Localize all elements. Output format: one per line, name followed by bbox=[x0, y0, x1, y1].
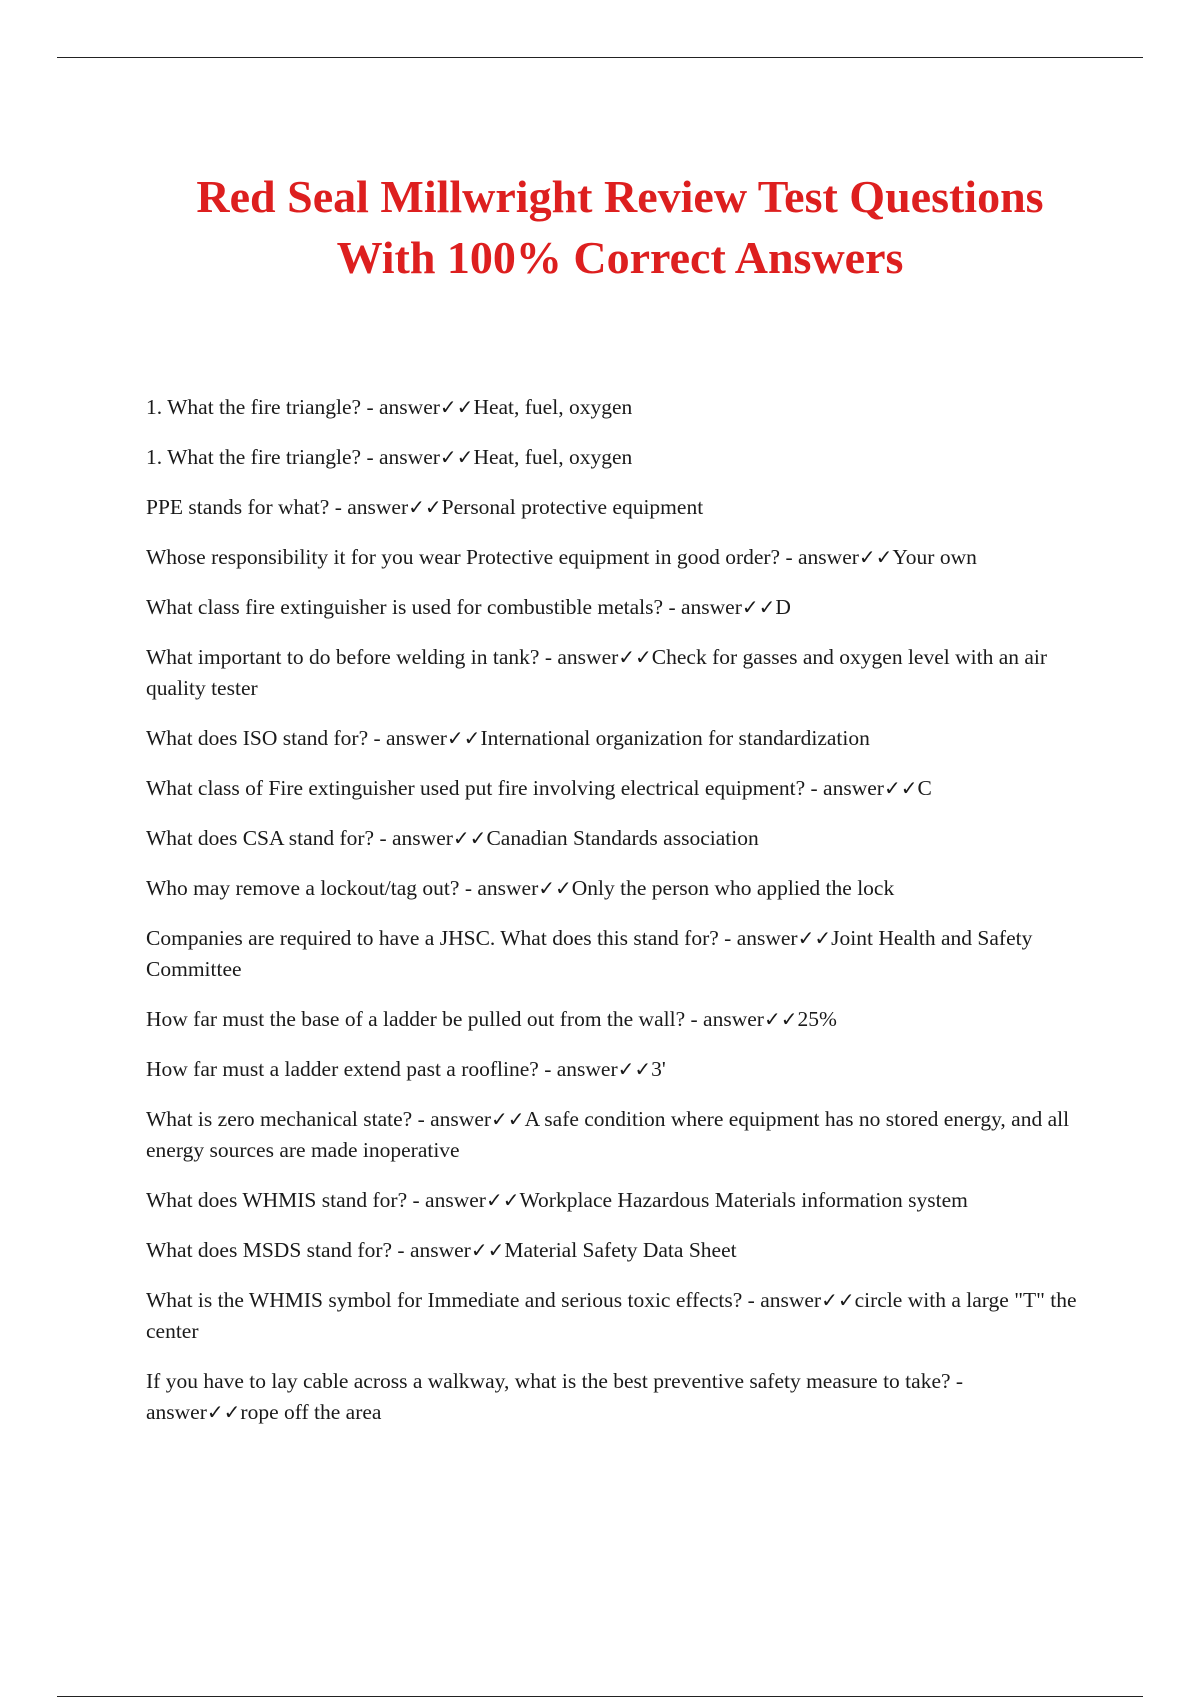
answer-label: - answer bbox=[368, 726, 447, 750]
answer-text: 25% bbox=[797, 1007, 837, 1031]
answer-text: D bbox=[775, 595, 791, 619]
double-check-icon: ✓✓ bbox=[883, 776, 918, 800]
list-item bbox=[146, 1366, 1096, 1428]
double-check-icon: ✓✓ bbox=[617, 1057, 652, 1081]
list-item bbox=[146, 723, 1096, 754]
double-check-icon: ✓✓ bbox=[858, 545, 893, 569]
answer-label: - answer bbox=[412, 1107, 492, 1131]
answer-label: - answer bbox=[805, 776, 884, 800]
list-item bbox=[146, 823, 1096, 854]
question-text: What important to do before welding in tank? bbox=[146, 645, 540, 669]
list-item bbox=[146, 1004, 1096, 1035]
answer-label: - answer bbox=[539, 645, 619, 669]
question-text: What is the WHMIS symbol for Immediate and serious toxic effects? bbox=[146, 1288, 743, 1312]
answer-text: circle with a large "T" the center bbox=[146, 1288, 1077, 1343]
answer-label: - answer bbox=[538, 1057, 618, 1081]
list-item bbox=[146, 592, 1096, 623]
answer-label: - answer bbox=[718, 926, 798, 950]
question-text: What does MSDS stand for? bbox=[146, 1238, 393, 1262]
question-answer-list bbox=[146, 392, 1096, 1447]
answer-text: Check for gasses and oxygen level with an air quality tester bbox=[146, 645, 1048, 700]
double-check-icon: ✓✓ bbox=[408, 495, 442, 519]
double-check-icon: ✓✓ bbox=[821, 1288, 855, 1312]
list-item bbox=[146, 773, 1096, 804]
double-check-icon: ✓✓ bbox=[763, 1007, 798, 1031]
question-text: How far must a ladder extend past a roofline? bbox=[146, 1057, 539, 1081]
top-divider bbox=[57, 57, 1143, 58]
answer-text: Only the person who applied the lock bbox=[571, 876, 895, 900]
list-item bbox=[146, 392, 1096, 423]
question-text: Whose responsibility it for you wear Protective equipment in good order? bbox=[146, 545, 781, 569]
double-check-icon: ✓✓ bbox=[446, 726, 481, 750]
answer-text: Workplace Hazardous Materials information system bbox=[519, 1188, 968, 1212]
answer-text: A safe condition where equipment has no stored energy, and all energy sources are made inoperative bbox=[146, 1107, 1070, 1162]
double-check-icon: ✓✓ bbox=[206, 1400, 241, 1424]
question-text: What class of Fire extinguisher used put fire involving electrical equipment? bbox=[146, 776, 806, 800]
double-check-icon: ✓✓ bbox=[485, 1188, 520, 1212]
answer-label: - answer bbox=[459, 876, 539, 900]
title-line-1: Red Seal Millwright Review Test Questions bbox=[196, 171, 1044, 222]
question-text: What is zero mechanical state? bbox=[146, 1107, 413, 1131]
list-item bbox=[146, 1235, 1096, 1266]
answer-text: Material Safety Data Sheet bbox=[504, 1238, 737, 1262]
double-check-icon: ✓✓ bbox=[470, 1238, 505, 1262]
answer-label: - answer bbox=[329, 495, 409, 519]
double-check-icon: ✓✓ bbox=[741, 595, 776, 619]
question-text: What does WHMIS stand for? bbox=[146, 1188, 408, 1212]
list-item bbox=[146, 1285, 1096, 1347]
double-check-icon: ✓✓ bbox=[452, 826, 487, 850]
answer-label: - answer bbox=[663, 595, 742, 619]
double-check-icon: ✓✓ bbox=[491, 1107, 525, 1131]
question-text: What class fire extinguisher is used for combustible metals? bbox=[146, 595, 664, 619]
question-text: Who may remove a lockout/tag out? bbox=[146, 876, 460, 900]
answer-text: 3' bbox=[651, 1057, 666, 1081]
list-item bbox=[146, 642, 1096, 704]
list-item bbox=[146, 542, 1096, 573]
title-line-2: With 100% Correct Answers bbox=[336, 232, 904, 283]
answer-text: Joint Health and Safety Committee bbox=[146, 926, 1033, 981]
answer-text: Heat, fuel, oxygen bbox=[473, 445, 633, 469]
question-text: What does CSA stand for? bbox=[146, 826, 375, 850]
answer-label: - answer bbox=[392, 1238, 471, 1262]
question-text: If you have to lay cable across a walkway, what is the best preventive safety measure to take? bbox=[146, 1369, 951, 1393]
double-check-icon: ✓✓ bbox=[618, 645, 652, 669]
question-text: 1. What the fire triangle? bbox=[146, 395, 362, 419]
question-text: PPE stands for what? bbox=[146, 495, 330, 519]
bottom-divider bbox=[57, 1696, 1143, 1697]
question-text: Companies are required to have a JHSC. What does this stand for? bbox=[146, 926, 719, 950]
answer-label: - answer bbox=[361, 445, 440, 469]
answer-text: C bbox=[917, 776, 932, 800]
answer-label: - answer bbox=[742, 1288, 822, 1312]
question-text: How far must the base of a ladder be pulled out from the wall? bbox=[146, 1007, 686, 1031]
answer-label: - answer bbox=[146, 1369, 964, 1424]
answer-label: - answer bbox=[407, 1188, 486, 1212]
list-item bbox=[146, 873, 1096, 904]
double-check-icon: ✓✓ bbox=[797, 926, 832, 950]
answer-text: Canadian Standards association bbox=[486, 826, 759, 850]
answer-label: - answer bbox=[685, 1007, 764, 1031]
document-title bbox=[0, 166, 1200, 288]
question-text: 1. What the fire triangle? bbox=[146, 445, 362, 469]
list-item bbox=[146, 442, 1096, 473]
answer-text: rope off the area bbox=[240, 1400, 382, 1424]
answer-text: Your own bbox=[892, 545, 977, 569]
list-item bbox=[146, 1054, 1096, 1085]
answer-label: - answer bbox=[780, 545, 859, 569]
list-item bbox=[146, 1104, 1096, 1166]
answer-label: - answer bbox=[374, 826, 453, 850]
double-check-icon: ✓✓ bbox=[439, 445, 474, 469]
list-item bbox=[146, 492, 1096, 523]
list-item bbox=[146, 1185, 1096, 1216]
answer-text: Heat, fuel, oxygen bbox=[473, 395, 633, 419]
answer-text: Personal protective equipment bbox=[441, 495, 704, 519]
double-check-icon: ✓✓ bbox=[439, 395, 474, 419]
question-text: What does ISO stand for? bbox=[146, 726, 369, 750]
double-check-icon: ✓✓ bbox=[538, 876, 572, 900]
answer-label: - answer bbox=[361, 395, 440, 419]
answer-text: International organization for standardization bbox=[480, 726, 870, 750]
list-item bbox=[146, 923, 1096, 985]
